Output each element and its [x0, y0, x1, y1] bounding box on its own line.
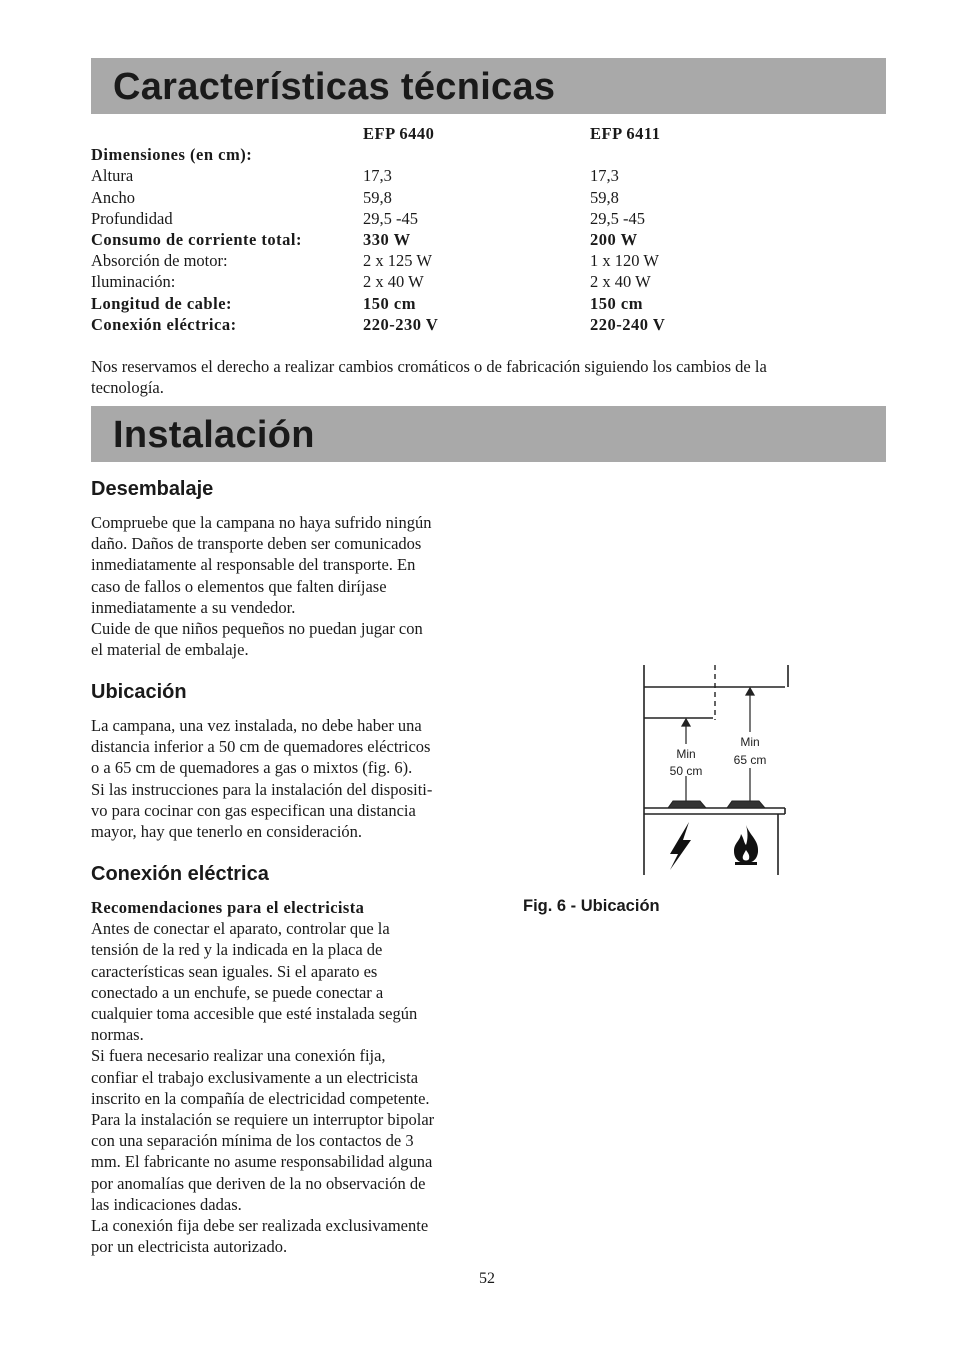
text-line: vo para cocinar con gas especifican una distancia [91, 800, 416, 820]
spec-value-efp6440: 2 x 125 W [363, 251, 432, 271]
text-line: inscrito en la compañía de electricidad competente. [91, 1088, 430, 1108]
text-line: el material de embalaje. [91, 640, 249, 660]
spec-value-efp6411: 29,5 -45 [590, 208, 645, 228]
spec-value-efp6440: 150 cm [363, 293, 416, 313]
spec-value-efp6440: 2 x 40 W [363, 272, 424, 292]
spec-label: Longitud de cable: [91, 293, 233, 313]
electrical-text [91, 897, 461, 1257]
text-line: inmediatamente a su vendedor. [91, 597, 296, 617]
electric-min-label: Min [676, 747, 696, 761]
figure-caption: Fig. 6 - Ubicación [523, 897, 660, 915]
spec-label: Dimensiones (en cm): [91, 145, 253, 165]
spec-value-efp6411: 1 x 120 W [590, 251, 659, 271]
specs-header-row [91, 123, 891, 144]
text-line: inmediatamente al responsable del transporte. En [91, 555, 416, 575]
spec-row [91, 144, 891, 165]
flame-icon [734, 825, 758, 865]
specs-section-banner [91, 58, 886, 114]
text-line: características sean iguales. Si el aparato es [91, 961, 378, 981]
lightning-icon [670, 822, 691, 870]
text-line: distancia inferior a 50 cm de quemadores eléctricos [91, 737, 431, 757]
spec-value-efp6440: 220-230 V [363, 314, 439, 334]
electrical-heading: Conexión eléctrica [91, 863, 269, 885]
text-line: Si fuera necesario realizar una conexión fija, [91, 1046, 386, 1066]
text-line: por un electricista autorizado. [91, 1237, 288, 1257]
spec-row [91, 293, 891, 314]
text-line: caso de fallos o elementos que falten diríjase [91, 576, 387, 596]
gas-min-label: Min [740, 735, 760, 749]
text-line: Compruebe que la campana no haya sufrido ningún [91, 513, 432, 532]
install-section-title: Instalación [113, 414, 315, 456]
page-number: 52 [479, 1270, 495, 1287]
spec-value-efp6411: 200 W [590, 229, 638, 249]
installation-figure [640, 660, 800, 880]
text-line: por anomalías que deriven de la no observación de [91, 1173, 426, 1193]
text-line: cualquier toma accesible que esté instalada según [91, 1004, 418, 1024]
text-line: daño. Daños de transporte deben ser comunicados [91, 534, 422, 554]
text-line: confiar el trabajo exclusivamente a un electricista [91, 1067, 419, 1087]
spec-label: Consumo de corriente total: [91, 229, 303, 249]
spec-value-efp6440: 17,3 [363, 166, 392, 186]
spec-value-efp6411: 17,3 [590, 166, 619, 186]
text-line: mm. El fabricante no asume responsabilidad alguna [91, 1152, 433, 1172]
text-line: mayor, hay que tenerlo en consideración. [91, 822, 363, 842]
location-heading: Ubicación [91, 681, 187, 703]
spec-row [91, 314, 891, 335]
spec-value-efp6411: 59,8 [590, 187, 619, 207]
text-line: conectado a un enchufe, se puede conectar a [91, 982, 384, 1002]
text-line: Si las instrucciones para la instalación del dispositi- [91, 779, 433, 799]
text-line: Antes de conectar el aparato, controlar que la [91, 919, 390, 939]
spec-label: Conexión eléctrica: [91, 314, 237, 334]
spec-row [91, 165, 891, 186]
spec-label: Absorción de motor: [91, 251, 228, 271]
spec-value-efp6411: 150 cm [590, 293, 643, 313]
electric-distance-label: 50 cm [669, 764, 703, 778]
model-header-1: EFP 6440 [363, 124, 435, 143]
text-line: La conexión fija debe ser realizada exclusivamente [91, 1216, 429, 1236]
spec-value-efp6440: 59,8 [363, 187, 392, 207]
spec-row [91, 208, 891, 229]
text-line: con una separación mínima de los contactos de 3 [91, 1131, 414, 1151]
unpacking-heading: Desembalaje [91, 478, 214, 500]
electrical-lead: Recomendaciones para el electricista [91, 898, 365, 917]
spec-value-efp6411: 2 x 40 W [590, 272, 651, 292]
spec-value-efp6440: 29,5 -45 [363, 208, 418, 228]
spec-row [91, 250, 891, 271]
spec-value-efp6440: 330 W [363, 229, 411, 249]
install-section-banner [91, 406, 886, 462]
spec-label: Ancho [91, 187, 135, 207]
location-text [91, 715, 461, 842]
spec-label: Iluminación: [91, 272, 176, 292]
text-line: Para la instalación se requiere un interruptor bipolar [91, 1110, 435, 1130]
model-header-2: EFP 6411 [590, 124, 661, 143]
spec-row [91, 271, 891, 292]
text-line: o a 65 cm de quemadores a gas o mixtos (fig. 6). [91, 758, 413, 778]
gas-distance-label: 65 cm [733, 753, 767, 767]
specs-table [91, 123, 891, 335]
text-line: normas. [91, 1025, 144, 1045]
spec-label: Profundidad [91, 208, 173, 228]
text-line: tensión de la red y la indicada en la placa de [91, 940, 383, 960]
spec-row [91, 229, 891, 250]
spec-row [91, 187, 891, 208]
specs-section-title: Características técnicas [113, 66, 556, 108]
electrical-body [91, 918, 461, 1257]
spec-label: Altura [91, 166, 134, 186]
unpacking-text [91, 512, 461, 660]
spec-value-efp6411: 220-240 V [590, 314, 666, 334]
text-line: las indicaciones dadas. [91, 1194, 242, 1214]
notice-text: Nos reservamos el derecho a realizar cambios cromáticos o de fabricación siguiendo los cambios de la tecnología. [91, 357, 767, 398]
text-line: La campana, una vez instalada, no debe haber una [91, 716, 422, 735]
text-line: Cuide de que niños pequeños no puedan jugar con [91, 619, 423, 639]
